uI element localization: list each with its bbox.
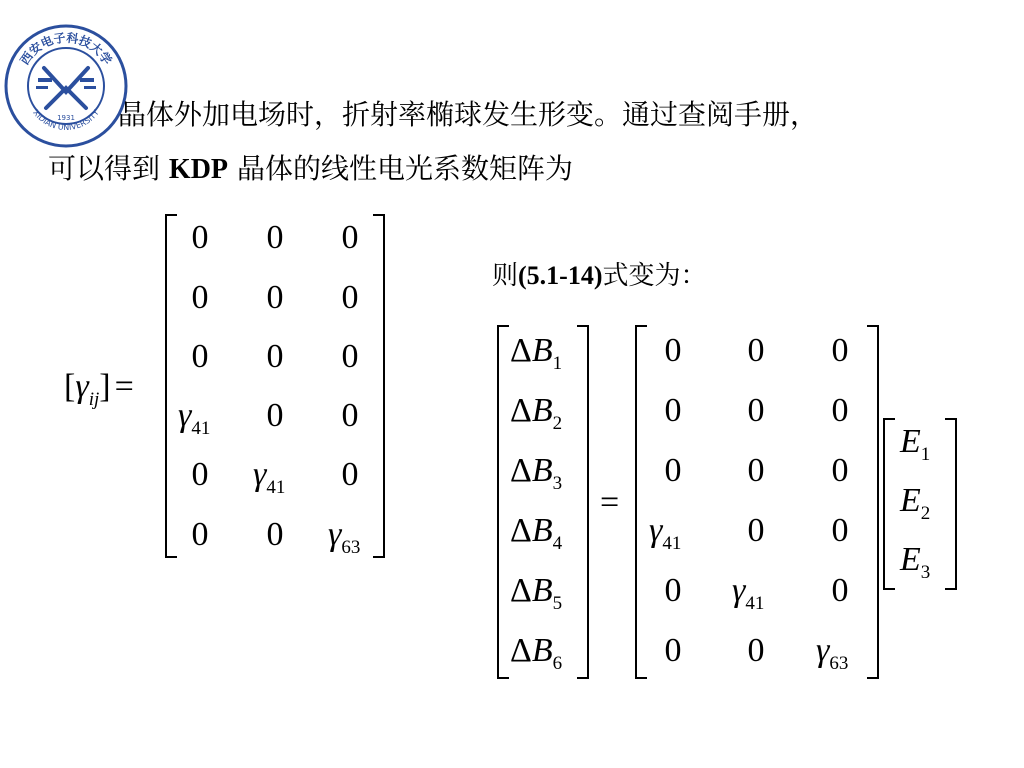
delta-symbol: Δ	[510, 572, 532, 609]
left-matrix-cell	[253, 458, 313, 505]
left-matrix-close-bracket	[372, 214, 386, 558]
right-matrix-cell: 0	[664, 452, 682, 489]
delta-b-entry	[510, 634, 562, 681]
e-symbol: E	[900, 423, 921, 460]
university-logo	[2, 22, 130, 150]
right-matrix-cell: 0	[747, 632, 765, 669]
logo-year: 1931	[57, 114, 75, 122]
right-matrix-cell: 0	[747, 392, 765, 429]
right-matrix-cell: 0	[664, 332, 682, 369]
b-symbol: B	[531, 332, 553, 369]
paragraph-line-1: 晶体外加电场时，折射率椭球发生形变。通过查阅手册，	[118, 98, 819, 131]
right-matrix-cell: 0	[831, 512, 849, 549]
e-vector-close-bracket	[944, 418, 958, 590]
lhs-gamma: γ	[75, 368, 89, 405]
e-subscript: 1	[920, 444, 931, 465]
left-matrix-cell-symbol: γ	[178, 397, 192, 434]
lhs-label	[64, 370, 134, 417]
lhs-open-bracket: [	[64, 368, 76, 405]
line2-kdp: KDP	[168, 154, 229, 185]
right-matrix-open-bracket	[634, 325, 648, 679]
caption-prefix: 则	[492, 261, 519, 291]
left-matrix-cell-symbol: γ	[253, 456, 267, 493]
left-matrix-cell: 0	[266, 397, 284, 434]
right-matrix-cell: 0	[664, 392, 682, 429]
left-matrix-cell: 0	[266, 219, 284, 256]
left-matrix-cell-symbol: γ	[328, 516, 342, 553]
delta-b-entry	[510, 394, 562, 441]
left-matrix-cell: 0	[191, 516, 209, 553]
caption-ref: (5.1-14)	[518, 261, 603, 290]
delta-symbol: Δ	[510, 632, 532, 669]
e-symbol: E	[900, 482, 921, 519]
left-matrix-cell-subscript: 41	[191, 418, 211, 439]
line2-prefix: 可以得到	[48, 152, 161, 185]
b-subscript: 3	[552, 473, 563, 494]
b-symbol: B	[531, 572, 553, 609]
paragraph-line-2	[48, 151, 573, 188]
left-matrix-cell	[328, 518, 388, 565]
right-matrix-cell: 0	[747, 452, 765, 489]
left-matrix-cell: 0	[341, 219, 359, 256]
delta-symbol: Δ	[510, 512, 532, 549]
right-matrix-cell-symbol: γ	[816, 632, 830, 669]
e-entry	[900, 425, 930, 472]
left-matrix-cell: 0	[266, 338, 284, 375]
delta-b-entry	[510, 334, 562, 381]
equation-equals: =	[600, 484, 620, 521]
delta-symbol: Δ	[510, 452, 532, 489]
left-matrix-cell: 0	[266, 279, 284, 316]
lhs-sub: ij	[88, 389, 100, 410]
left-matrix-cell: 0	[191, 279, 209, 316]
right-matrix-cell: 0	[831, 332, 849, 369]
right-matrix-cell-subscript: 41	[662, 533, 682, 554]
left-matrix-cell	[178, 399, 238, 446]
left-matrix-cell: 0	[191, 219, 209, 256]
e-entry	[900, 484, 930, 531]
right-matrix-cell	[649, 514, 709, 561]
right-matrix-cell	[732, 574, 792, 621]
right-matrix-cell-subscript: 63	[829, 653, 849, 674]
e-vector-open-bracket	[882, 418, 896, 590]
right-matrix-cell: 0	[664, 572, 682, 609]
left-matrix-cell: 0	[191, 338, 209, 375]
left-matrix-cell: 0	[341, 456, 359, 493]
right-matrix-cell-subscript: 41	[745, 593, 765, 614]
b-symbol: B	[531, 392, 553, 429]
delta-vector-close-bracket	[576, 325, 590, 679]
left-matrix-cell-subscript: 41	[266, 477, 286, 498]
left-matrix-cell: 0	[191, 456, 209, 493]
delta-b-entry	[510, 574, 562, 621]
left-matrix-cell: 0	[266, 516, 284, 553]
logo-text-top: 西安电子科技大学	[17, 30, 115, 68]
right-matrix-cell: 0	[831, 572, 849, 609]
b-subscript: 4	[552, 533, 563, 554]
delta-b-entry	[510, 514, 562, 561]
lhs-equals: =	[114, 368, 134, 405]
lhs-close-bracket: ]	[99, 368, 111, 405]
e-subscript: 3	[920, 562, 931, 583]
line2-suffix: 晶体的线性电光系数矩阵为	[236, 152, 573, 185]
caption-suffix: 式变为：	[602, 261, 707, 291]
left-matrix-cell: 0	[341, 397, 359, 434]
b-symbol: B	[531, 512, 553, 549]
left-matrix-cell-subscript: 63	[341, 537, 361, 558]
right-matrix-cell: 0	[831, 392, 849, 429]
right-matrix-cell-symbol: γ	[649, 512, 663, 549]
right-matrix-cell: 0	[831, 452, 849, 489]
b-subscript: 5	[552, 593, 563, 614]
delta-symbol: Δ	[510, 392, 532, 429]
e-entry	[900, 543, 930, 590]
b-subscript: 1	[552, 353, 563, 374]
left-matrix-cell: 0	[341, 338, 359, 375]
left-matrix-cell: 0	[341, 279, 359, 316]
right-matrix-cell: 0	[747, 332, 765, 369]
caption	[492, 258, 707, 294]
b-symbol: B	[531, 632, 553, 669]
logo-text-bottom: XIDIAN UNIVERSITY	[31, 108, 101, 133]
b-subscript: 6	[552, 653, 563, 674]
left-matrix-open-bracket	[164, 214, 178, 558]
delta-b-entry	[510, 454, 562, 501]
delta-symbol: Δ	[510, 332, 532, 369]
right-matrix-cell	[816, 634, 876, 681]
delta-vector-open-bracket	[496, 325, 510, 679]
b-subscript: 2	[552, 413, 563, 434]
e-symbol: E	[900, 541, 921, 578]
b-symbol: B	[531, 452, 553, 489]
e-subscript: 2	[920, 503, 931, 524]
right-matrix-cell: 0	[664, 632, 682, 669]
xidian-university-seal-icon	[2, 22, 130, 150]
right-matrix-cell-symbol: γ	[732, 572, 746, 609]
right-matrix-close-bracket	[866, 325, 880, 679]
right-matrix-cell: 0	[747, 512, 765, 549]
